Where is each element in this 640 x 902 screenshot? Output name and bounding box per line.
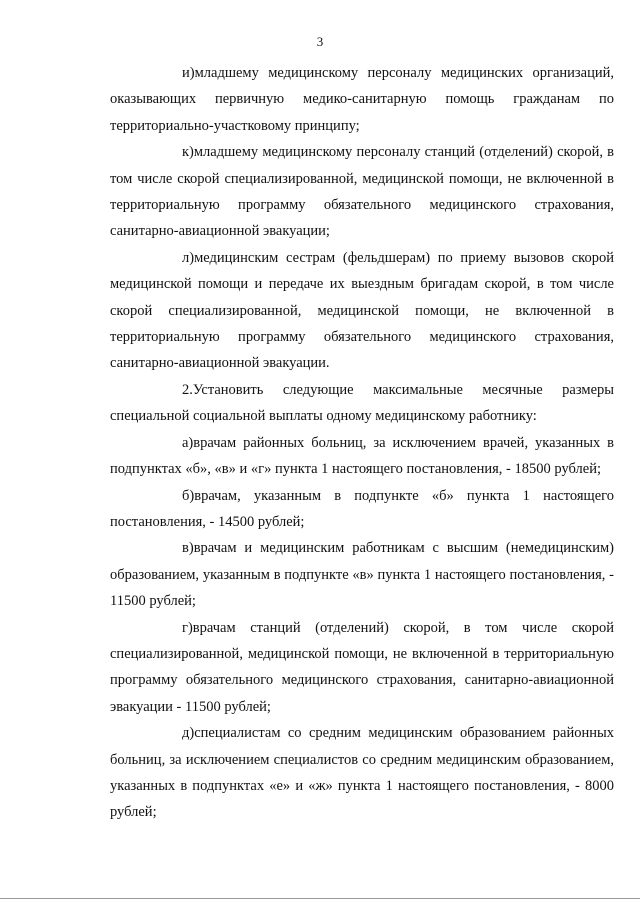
- page-bottom-edge: [0, 898, 640, 899]
- paragraph-2: [110, 377, 614, 430]
- paragraph-text: врачам, указанным в подпункте «б» пункта 1 настоящего постановления, - 14500 рублей;: [110, 487, 614, 530]
- page-number: 3: [316, 34, 324, 49]
- paragraph-text: врачам районных больниц, за исключением врачей, указанных в подпунктах «б», «в» и «г» пункта 1 настоящего постановления, - 18500 рублей;: [110, 434, 614, 478]
- item-marker: д): [182, 725, 195, 742]
- item-marker: л): [182, 249, 195, 266]
- paragraph-text: Установить следующие максимальные месячные размеры специальной социальной выплаты одному медицинскому работнику:: [110, 381, 614, 425]
- paragraph-text: специалистам со средним медицинским образованием районных больниц, за исключением специалистов со средним медицинским образованием, указанных в подпунктах «е» и «ж» пункта 1 настоящего постановления, - 8000 рублей;: [110, 725, 614, 821]
- paragraph-l: [110, 245, 614, 377]
- item-marker: 2.: [182, 381, 193, 398]
- item-marker: г): [182, 619, 193, 636]
- paragraph-v: [110, 535, 614, 614]
- item-marker: и): [182, 65, 195, 81]
- paragraph-text: врачам станций (отделений) скорой, в том числе скорой специализированной, медицинской помощи, не включенной в территориальную программу обязательного медицинского страхования, санитарно-авиационной эвакуации - 11500 рублей;: [110, 619, 614, 715]
- paragraph-k: [110, 139, 614, 245]
- paragraph-b: [110, 483, 614, 536]
- item-marker: к): [182, 144, 194, 161]
- paragraph-a: [110, 430, 614, 483]
- document-body: [110, 60, 614, 826]
- item-marker: в): [182, 540, 194, 557]
- paragraph-text: младшему медицинскому персоналу медицинских организаций, оказывающих первичную медико-санитарную помощь гражданам по территориально-участковому принципу;: [110, 65, 614, 134]
- paragraph-g: [110, 615, 614, 721]
- paragraph-text: медицинским сестрам (фельдшерам) по приему вызовов скорой медицинской помощи и передаче их выездным бригадам скорой, в том числе скорой специализированной, медицинской помощи, не включенной в территориальную программу обязательного медицинского страхования, санитарно-авиационной эвакуации.: [110, 249, 614, 372]
- paragraph-i: [110, 60, 614, 139]
- paragraph-text: младшему медицинскому персоналу станций (отделений) скорой, в том числе скорой специализированной, медицинской помощи, не включенной в территориальную программу обязательного медицинского страхования, санитарно-авиационной эвакуации;: [110, 144, 614, 240]
- paragraph-text: врачам и медицинским работникам с высшим (немедицинским) образованием, указанным в подпункте «в» пункта 1 настоящего постановления, - 11500 рублей;: [110, 540, 614, 610]
- item-marker: б): [182, 487, 195, 504]
- item-marker: а): [182, 434, 194, 451]
- paragraph-d: [110, 720, 614, 826]
